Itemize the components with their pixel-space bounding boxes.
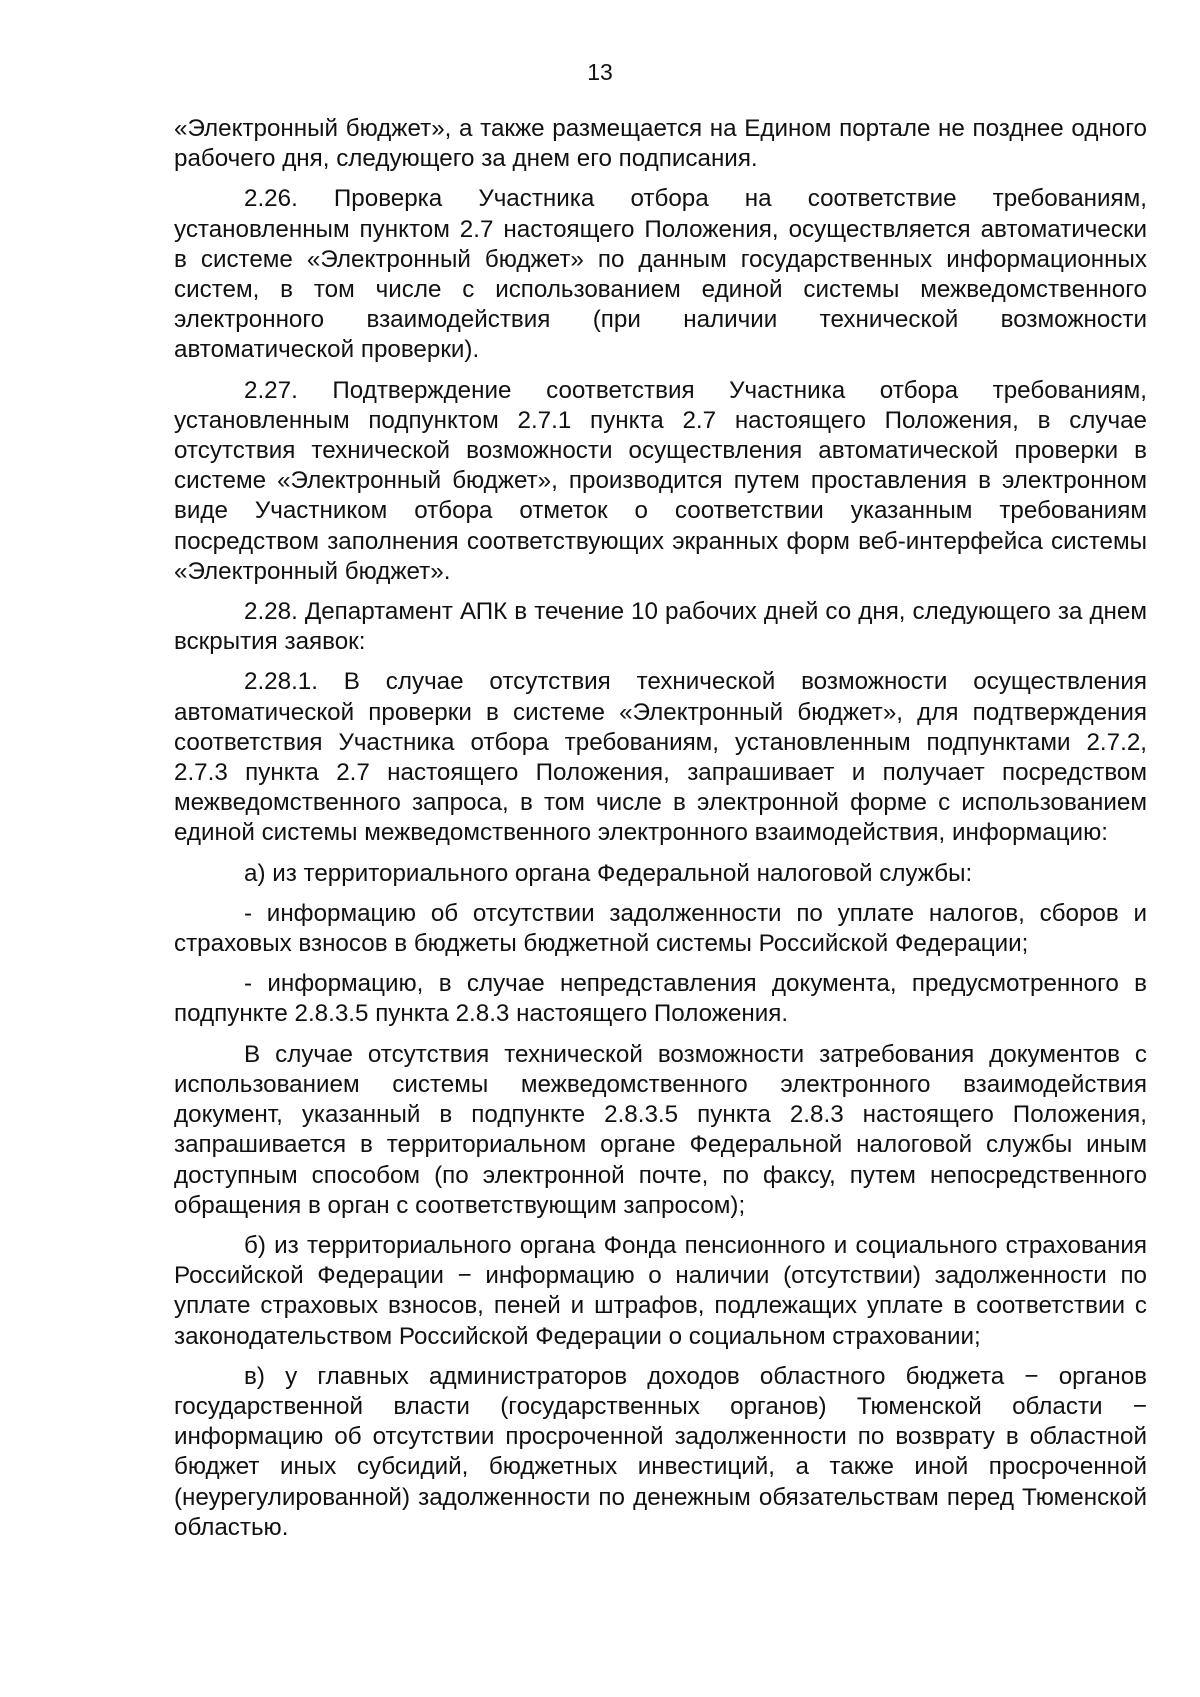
paragraph-dash-1: - информацию об отсутствии задолженности по уплате налогов, сборов и страховых взносов в бюджеты бюджетной системы Российской Федерации; xyxy=(174,899,1147,958)
page-number: 13 xyxy=(587,59,613,85)
document-body xyxy=(174,114,1147,1553)
paragraph-2-27: 2.27. Подтверждение соответствия Участника отбора требованиям, установленным подпунктом 2.7.1 пункта 2.7 настоящего Положения, в случае отсутствия технической возможности осуществления автоматической проверки в системе «Электронный бюджет», производится путем проставления в электронном виде Участником отбора отметок о соответствии указанным требованиям посредством заполнения соответствующих экранных форм веб-интерфейса системы «Электронный бюджет». xyxy=(174,376,1147,585)
paragraph-case: В случае отсутствия технической возможности затребования документов с использованием системы межведомственного электронного взаимодействия документ, указанный в подпункте 2.8.3.5 пункта 2.8.3 настоящего Положения, запрашивается в территориальном органе Федеральной налоговой службы иным доступным способом (по электронной почте, по факсу, путем непосредственного обращения в орган с соответствующим запросом); xyxy=(174,1040,1147,1219)
paragraph-item-b: б) из территориального органа Фонда пенсионного и социального страхования Российской Федерации − информацию о наличии (отсутствии) задолженности по уплате страховых взносов, пеней и штрафов, подлежащих уплате в соответствии с законодательством Российской Федерации о социальном страховании; xyxy=(174,1231,1147,1350)
paragraph-2-26: 2.26. Проверка Участника отбора на соответствие требованиям, установленным пунктом 2.7 настоящего Положения, осуществляется автоматически в системе «Электронный бюджет» по данным государственных информационных систем, в том числе с использованием единой системы межведомственного электронного взаимодействия (при наличии технической возможности автоматической проверки). xyxy=(174,185,1147,364)
paragraph-2-28-1: 2.28.1. В случае отсутствия технической возможности осуществления автоматической проверки в системе «Электронный бюджет», для подтверждения соответствия Участника отбора требованиям, установленным подпунктами 2.7.2, 2.7.3 пункта 2.7 настоящего Положения, запрашивает и получает посредством межведомственного запроса, в том числе в электронной форме с использованием единой системы межведомственного электронного взаимодействия, информацию: xyxy=(174,668,1147,847)
paragraph-item-a: а) из территориального органа Федеральной налоговой службы: xyxy=(244,859,973,887)
paragraph-continuation: «Электронный бюджет», а также размещается на Едином портале не позднее одного рабочего дня, следующего за днем его подписания. xyxy=(174,115,1147,173)
paragraph-item-v: в) у главных администраторов доходов областного бюджета − органов государственной власти (государственных органов) Тюменской области − информацию об отсутствии просроченной задолженности по возврату в областной бюджет иных субсидий, бюджетных инвестиций, а также иной просроченной (неурегулированной) задолженности по денежным обязательствам перед Тюменской областью. xyxy=(174,1362,1147,1541)
paragraph-2-28: 2.28. Департамент АПК в течение 10 рабочих дней со дня, следующего за днем вскрытия заявок: xyxy=(174,598,1147,656)
paragraph-dash-2: - информацию, в случае непредставления документа, предусмотренного в подпункте 2.8.3.5 пункта 2.8.3 настоящего Положения. xyxy=(174,970,1147,1028)
